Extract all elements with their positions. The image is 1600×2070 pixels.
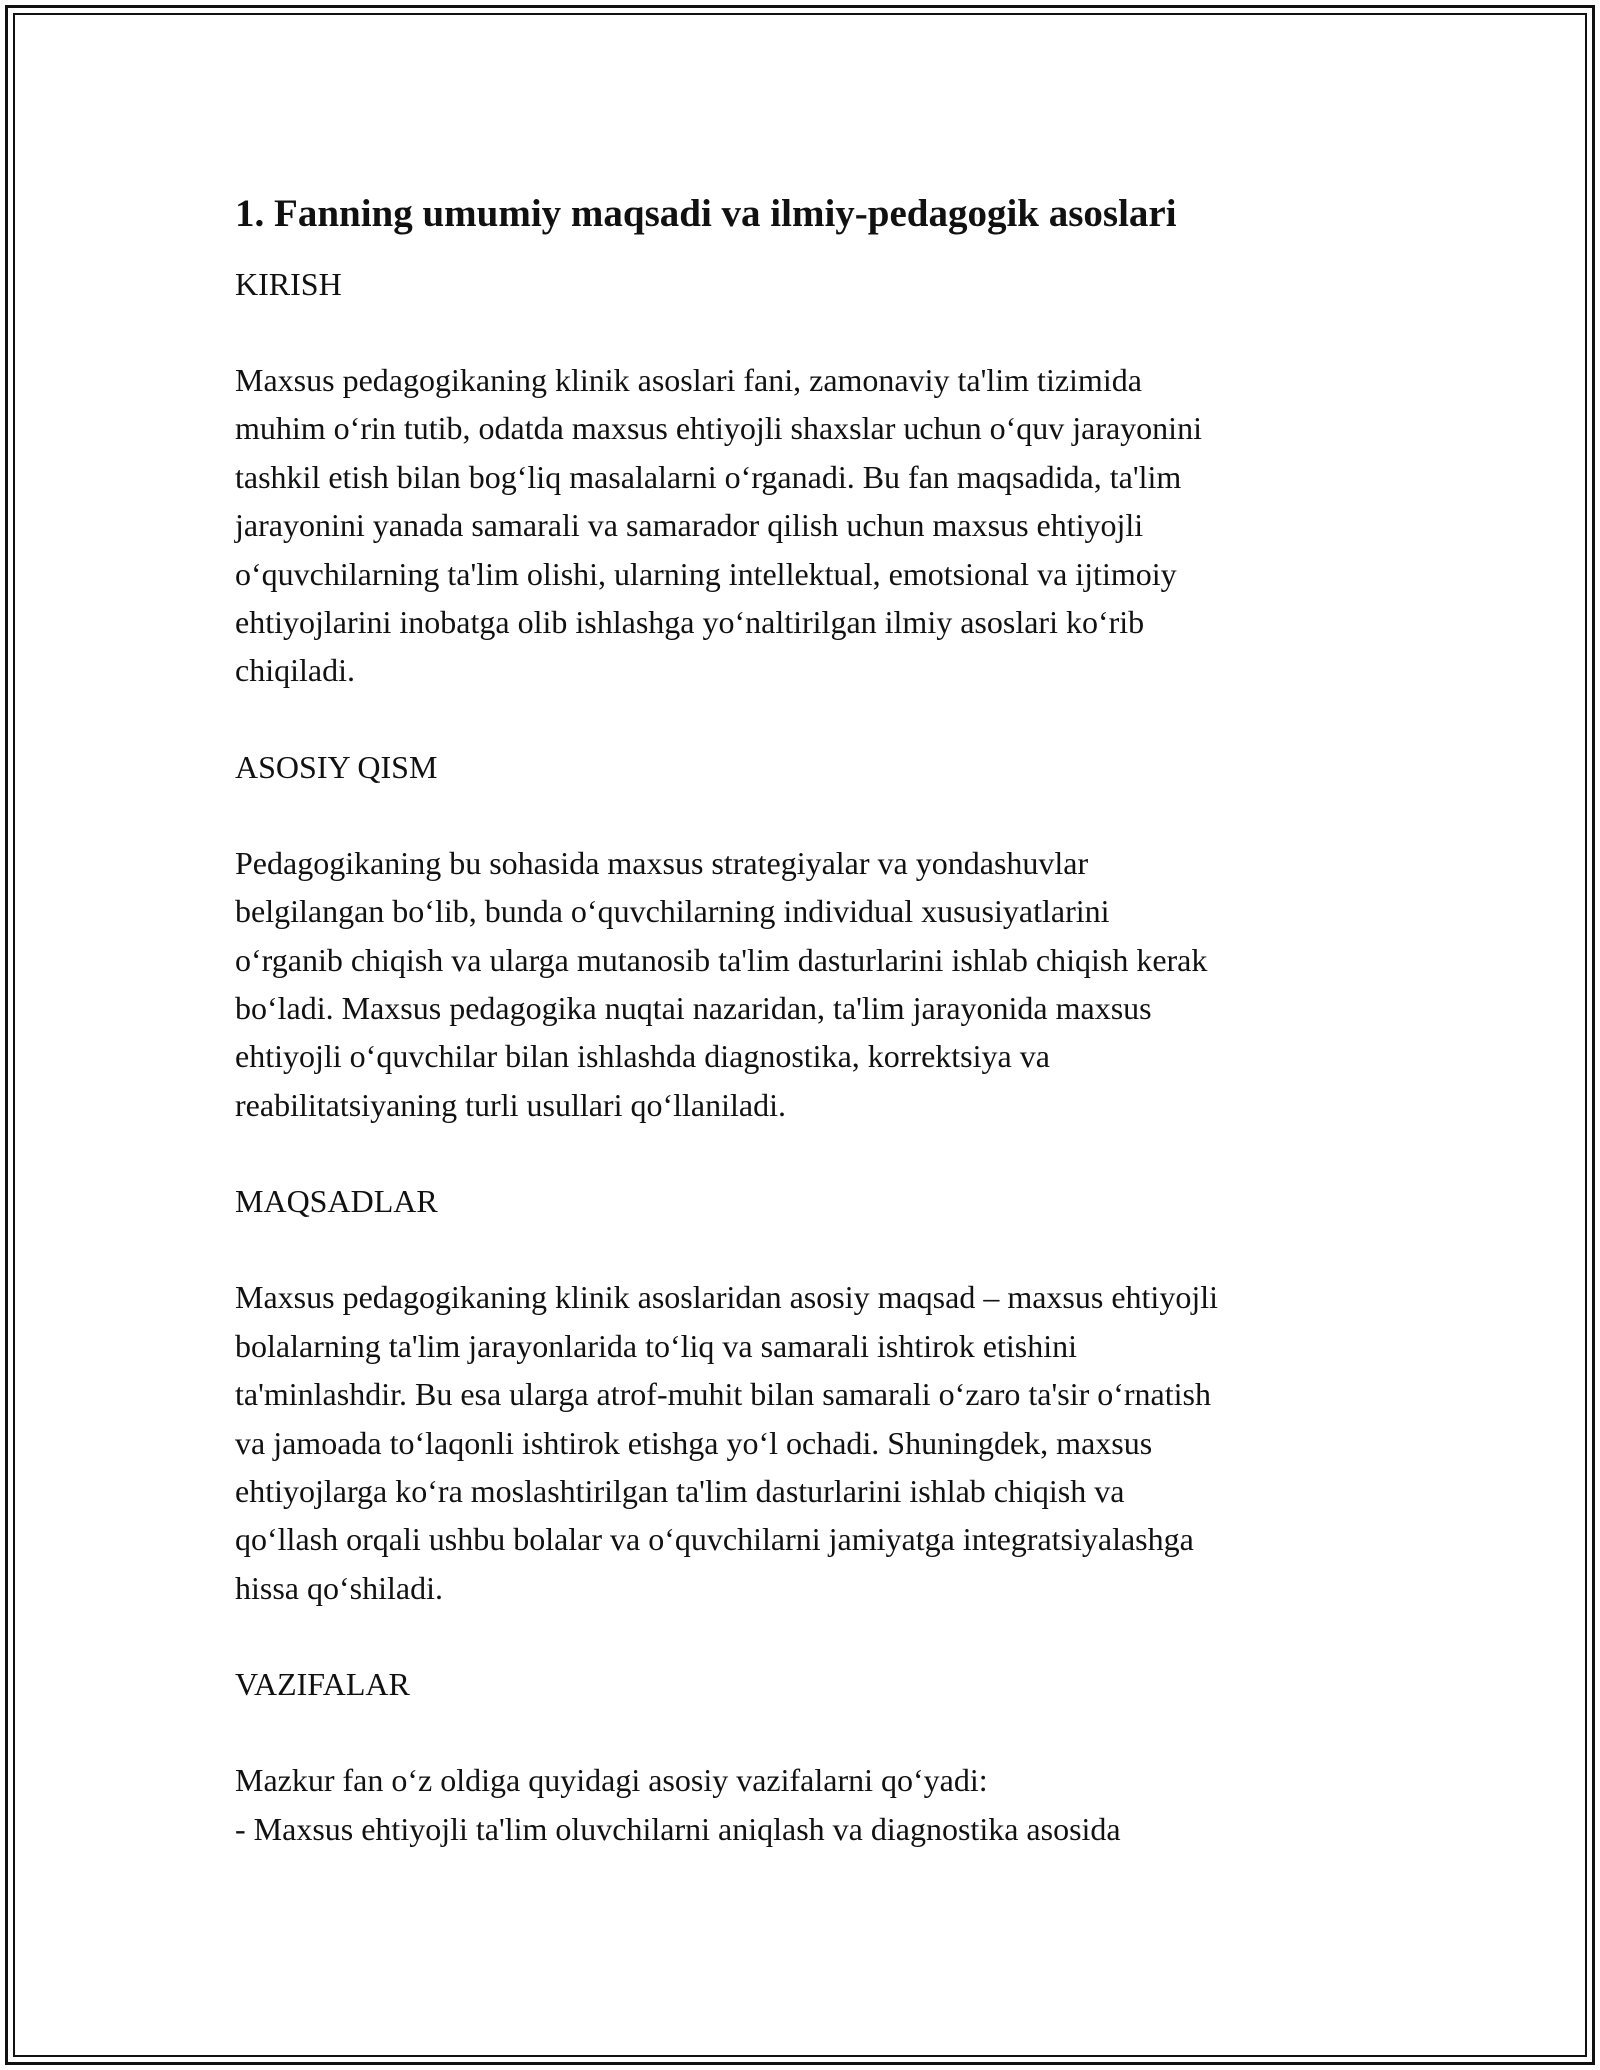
text-line: Maxsus pedagogikaning klinik asoslaridan asosiy maqsad – maxsus ehtiyojli [235, 1279, 1218, 1316]
section-heading-vazifalar: VAZIFALAR [235, 1666, 410, 1703]
text-line: Mazkur fan o‘z oldiga quyidagi asosiy vazifalarni qo‘yadi: [235, 1762, 988, 1799]
text-line: va jamoada to‘laqonli ishtirok etishga yo‘l ochadi. Shuningdek, maxsus [235, 1424, 1153, 1461]
text-line: ehtiyojli o‘quvchilar bilan ishlashda diagnostika, korrektsiya va [235, 1038, 1050, 1075]
section-paragraph-vazifalar [235, 1756, 1375, 1853]
text-line: tashkil etish bilan bog‘liq masalalarni o‘rganadi. Bu fan maqsadida, ta'lim [235, 458, 1182, 495]
text-line: bo‘ladi. Maxsus pedagogika nuqtai nazaridan, ta'lim jarayonida maxsus [235, 990, 1152, 1027]
list-item: - Maxsus ehtiyojli ta'lim oluvchilarni aniqlash va diagnostika asosida [235, 1810, 1121, 1847]
text-line: o‘rganib chiqish va ularga mutanosib ta'lim dasturlarini ishlab chiqish kerak [235, 941, 1208, 978]
section-heading-maqsadlar: MAQSADLAR [235, 1183, 438, 1220]
section-heading-kirish: KIRISH [235, 266, 342, 302]
text-line: ehtiyojlarini inobatga olib ishlashga yo‘naltirilgan ilmiy asoslari ko‘rib [235, 604, 1145, 641]
section-paragraph-maqsadlar [235, 1273, 1375, 1612]
text-line: muhim o‘rin tutib, odatda maxsus ehtiyojli shaxslar uchun o‘quv jarayonini [235, 410, 1202, 447]
text-line: chiqiladi. [235, 652, 355, 689]
text-line: hissa qo‘shiladi. [235, 1569, 443, 1606]
section-paragraph-kirish [235, 356, 1375, 695]
text-line: ehtiyojlarga ko‘ra moslashtirilgan ta'lim dasturlarini ishlab chiqish va [235, 1472, 1125, 1509]
section-paragraph-asosiy-qism [235, 839, 1375, 1129]
text-line: jarayonini yanada samarali va samarador qilish uchun maxsus ehtiyojli [235, 507, 1144, 544]
text-line: Pedagogikaning bu sohasida maxsus strategiyalar va yondashuvlar [235, 844, 1089, 881]
text-line: qo‘llash orqali ushbu bolalar va o‘quvchilarni jamiyatga integratsiyalashga [235, 1521, 1194, 1558]
section-heading-asosiy-qism: ASOSIY QISM [235, 748, 438, 785]
text-line: Maxsus pedagogikaning klinik asoslari fani, zamonaviy ta'lim tizimida [235, 362, 1142, 398]
text-line: reabilitatsiyaning turli usullari qo‘llaniladi. [235, 1086, 786, 1123]
text-line: o‘quvchilarning ta'lim olishi, ularning intellektual, emotsional va ijtimoiy [235, 555, 1177, 592]
document-title: 1. Fanning umumiy maqsadi va ilmiy-pedagogik asoslari [235, 192, 1177, 235]
text-line: ta'minlashdir. Bu esa ularga atrof-muhit bilan samarali o‘zaro ta'sir o‘rnatish [235, 1376, 1211, 1413]
document-body [235, 188, 1375, 1901]
text-line: bolalarning ta'lim jarayonlarida to‘liq va samarali ishtirok etishini [235, 1327, 1077, 1364]
text-line: belgilangan bo‘lib, bunda o‘quvchilarning individual xususiyatlarini [235, 893, 1110, 930]
